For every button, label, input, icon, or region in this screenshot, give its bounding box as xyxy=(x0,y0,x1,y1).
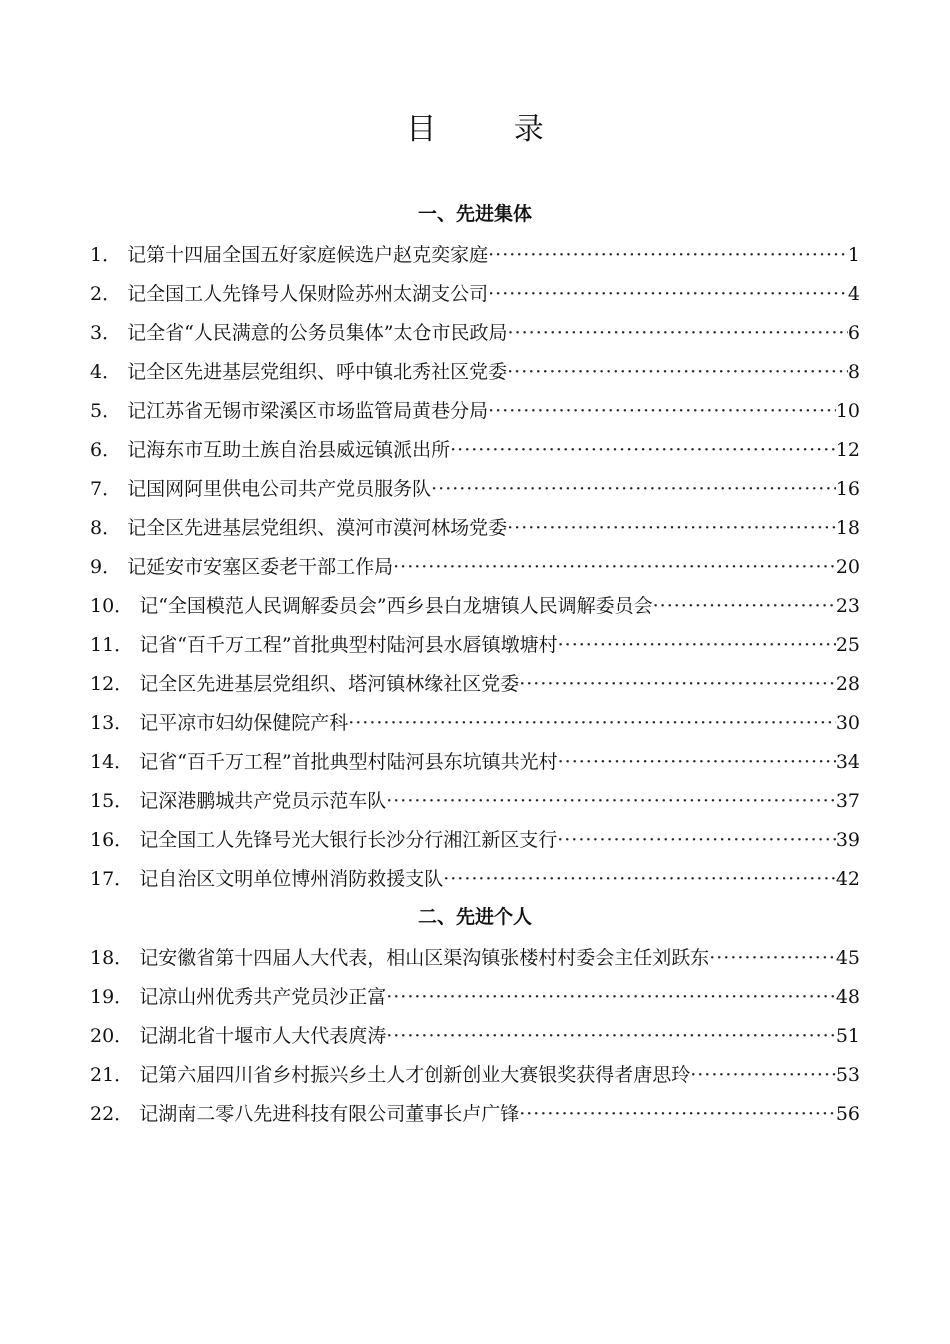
entry-title: 记延安市安塞区委老干部工作局 xyxy=(127,556,394,578)
entry-page-number: 39 xyxy=(835,829,860,851)
entry-title: 记江苏省无锡市梁溪区市场监管局黄巷分局 xyxy=(127,400,489,422)
entry-number: 3． xyxy=(90,322,122,344)
toc-entry[interactable] xyxy=(90,864,860,894)
entry-page-number: 10 xyxy=(835,400,860,422)
toc-entry[interactable] xyxy=(90,825,860,855)
dot-leader xyxy=(507,357,848,387)
toc-entry[interactable] xyxy=(90,474,860,504)
dot-leader xyxy=(709,943,836,973)
entry-title: 记深港鹏城共产党员示范车队 xyxy=(139,790,387,812)
dot-leader xyxy=(393,552,836,582)
entry-title: 记平凉市妇幼保健院产科 xyxy=(139,712,349,734)
dot-leader xyxy=(690,1060,836,1090)
entry-page-number: 23 xyxy=(835,595,860,617)
toc-entry[interactable] xyxy=(90,591,860,621)
entry-title: 记第十四届全国五好家庭候选户赵克奕家庭 xyxy=(127,244,489,266)
toc-entry[interactable] xyxy=(90,630,860,660)
entry-title: 记全国工人先锋号人保财险苏州太湖支公司 xyxy=(127,283,489,305)
section-heading-collectives: 一、先进集体 xyxy=(417,203,532,225)
entry-number: 1． xyxy=(90,244,122,266)
entry-page-number: 48 xyxy=(835,986,860,1008)
entry-page-number: 4 xyxy=(847,283,860,305)
entry-title: 记自治区文明单位博州消防救援支队 xyxy=(139,868,444,890)
entry-page-number: 1 xyxy=(847,244,860,266)
entry-number: 10． xyxy=(90,595,134,617)
entry-page-number: 18 xyxy=(835,517,860,539)
entry-title: 记安徽省第十四届人大代表，相山区渠沟镇张楼村村委会主任刘跃东 xyxy=(139,947,710,969)
entry-number: 12． xyxy=(90,673,134,695)
toc-entry[interactable] xyxy=(90,1099,860,1129)
entry-page-number: 56 xyxy=(835,1103,860,1125)
entry-page-number: 30 xyxy=(835,712,860,734)
entry-title: 记湖南二零八先进科技有限公司董事长卢广锋 xyxy=(139,1103,520,1125)
toc-entry[interactable] xyxy=(90,669,860,699)
entry-page-number: 45 xyxy=(835,947,860,969)
dot-leader xyxy=(488,240,848,270)
toc-entry[interactable] xyxy=(90,279,860,309)
entry-number: 19． xyxy=(90,986,134,1008)
dot-leader xyxy=(507,513,836,543)
entry-page-number: 8 xyxy=(847,361,860,383)
dot-leader xyxy=(519,1099,836,1129)
dot-leader xyxy=(443,864,836,894)
entry-number: 6． xyxy=(90,439,122,461)
dot-leader xyxy=(431,474,836,504)
dot-leader xyxy=(558,747,836,777)
dot-leader xyxy=(557,825,836,855)
entry-number: 5． xyxy=(90,400,122,422)
toc-entry[interactable] xyxy=(90,747,860,777)
entry-number: 9． xyxy=(90,556,122,578)
entry-number: 15． xyxy=(90,790,134,812)
entry-number: 7． xyxy=(90,478,122,500)
entry-page-number: 28 xyxy=(835,673,860,695)
toc-entry[interactable] xyxy=(90,1060,860,1090)
entry-number: 16． xyxy=(90,829,134,851)
entry-title: 记全区先进基层党组织、漠河市漠河林场党委 xyxy=(127,517,508,539)
toc-entry[interactable] xyxy=(90,435,860,465)
dot-leader xyxy=(348,708,836,738)
entry-number: 18． xyxy=(90,947,134,969)
toc-entry[interactable] xyxy=(90,943,860,973)
entry-number: 2． xyxy=(90,283,122,305)
entry-title: 记“全国模范人民调解委员会”西乡县白龙塘镇人民调解委员会 xyxy=(139,595,653,617)
dot-leader xyxy=(386,1021,836,1051)
entry-number: 17． xyxy=(90,868,134,890)
entry-page-number: 34 xyxy=(835,751,860,773)
entry-number: 4． xyxy=(90,361,122,383)
toc-entry[interactable] xyxy=(90,786,860,816)
entry-page-number: 20 xyxy=(835,556,860,578)
toc-entry[interactable] xyxy=(90,357,860,387)
entry-title: 记全省“人民满意的公务员集体”太仓市民政局 xyxy=(127,322,508,344)
entry-number: 22． xyxy=(90,1103,134,1125)
entry-title: 记全区先进基层党组织、塔河镇林缘社区党委 xyxy=(139,673,520,695)
dot-leader xyxy=(386,786,836,816)
entry-number: 11． xyxy=(90,634,134,656)
toc-entry[interactable] xyxy=(90,513,860,543)
entry-page-number: 37 xyxy=(835,790,860,812)
entry-number: 21． xyxy=(90,1064,134,1086)
entry-title: 记凉山州优秀共产党员沙正富 xyxy=(139,986,387,1008)
dot-leader xyxy=(558,630,836,660)
dot-leader xyxy=(450,435,836,465)
toc-entry[interactable] xyxy=(90,708,860,738)
dot-leader xyxy=(488,396,836,426)
entry-page-number: 25 xyxy=(835,634,860,656)
toc-entry[interactable] xyxy=(90,1021,860,1051)
toc-entry[interactable] xyxy=(90,982,860,1012)
entry-number: 13． xyxy=(90,712,134,734)
toc-entry[interactable] xyxy=(90,396,860,426)
dot-leader xyxy=(519,669,836,699)
toc-entry[interactable] xyxy=(90,240,860,270)
entry-page-number: 42 xyxy=(835,868,860,890)
entry-page-number: 6 xyxy=(847,322,860,344)
toc-entry[interactable] xyxy=(90,552,860,582)
section-heading-individuals: 二、先进个人 xyxy=(417,906,532,928)
entry-title: 记全区先进基层党组织、呼中镇北秀社区党委 xyxy=(127,361,508,383)
dot-leader xyxy=(386,982,836,1012)
entry-title: 记国网阿里供电公司共产党员服务队 xyxy=(127,478,432,500)
entry-title: 记省“百千万工程”首批典型村陆河县水唇镇墩塘村 xyxy=(139,634,558,656)
entry-number: 20． xyxy=(90,1025,134,1047)
entry-number: 14． xyxy=(90,751,134,773)
entry-page-number: 16 xyxy=(835,478,860,500)
entry-number: 8． xyxy=(90,517,122,539)
dot-leader xyxy=(508,318,848,348)
dot-leader xyxy=(488,279,848,309)
entry-page-number: 53 xyxy=(835,1064,860,1086)
entry-title: 记海东市互助土族自治县威远镇派出所 xyxy=(127,439,451,461)
entry-title: 记湖北省十堰市人大代表庹涛 xyxy=(139,1025,387,1047)
dot-leader xyxy=(653,591,836,621)
toc-entry[interactable] xyxy=(90,318,860,348)
entry-title: 记省“百千万工程”首批典型村陆河县东坑镇共光村 xyxy=(139,751,558,773)
entry-page-number: 12 xyxy=(835,439,860,461)
entry-title: 记全国工人先锋号光大银行长沙分行湘江新区支行 xyxy=(139,829,558,851)
page-title: 目 录 xyxy=(406,112,578,147)
entry-page-number: 51 xyxy=(835,1025,860,1047)
entry-title: 记第六届四川省乡村振兴乡土人才创新创业大赛银奖获得者唐思玲 xyxy=(139,1064,691,1086)
